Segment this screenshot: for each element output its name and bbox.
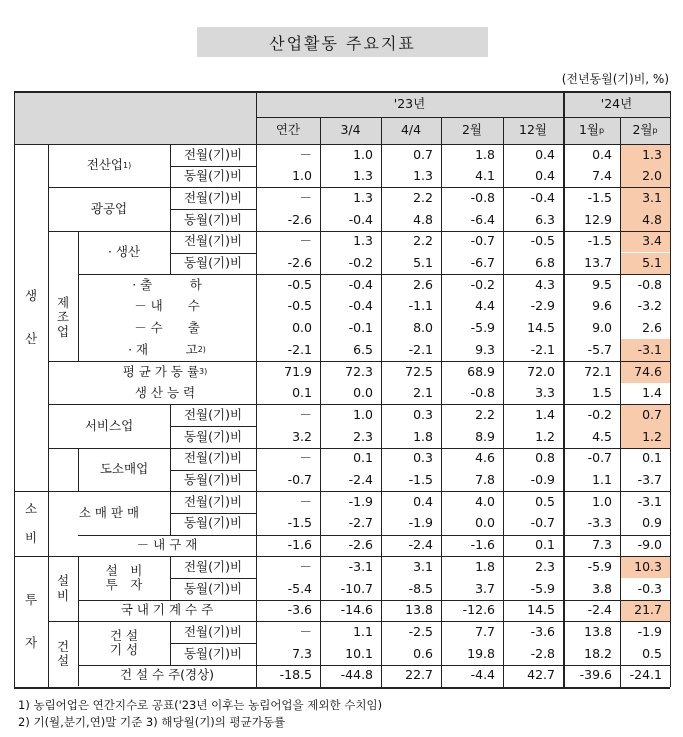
value-cell: 3.2 bbox=[292, 428, 312, 444]
value-cell: -0.2 bbox=[587, 406, 612, 422]
row-sub-label: 동월(기)비 bbox=[183, 472, 243, 488]
value-cell: 3.1 bbox=[642, 189, 662, 205]
value-cell: 2.6 bbox=[642, 320, 662, 336]
value-cell: 4.8 bbox=[642, 211, 662, 227]
value-cell: 9.6 bbox=[592, 298, 612, 314]
grid-line bbox=[170, 621, 171, 664]
value-cell: -2.4 bbox=[348, 472, 373, 488]
row-label: · 재 고 2) bbox=[128, 341, 206, 357]
value-cell: -0.7 bbox=[587, 450, 612, 466]
grid-line bbox=[78, 231, 79, 361]
value-cell: 1.3 bbox=[353, 233, 373, 249]
row-label: 건 설 수 주(경상) bbox=[119, 667, 215, 683]
value-cell: 7.3 bbox=[592, 537, 612, 553]
grid-line bbox=[14, 91, 670, 93]
value-cell: 10.1 bbox=[345, 645, 373, 661]
value-cell: -1.6 bbox=[287, 537, 312, 553]
grid-line bbox=[170, 166, 256, 167]
value-cell: -5.9 bbox=[470, 320, 495, 336]
value-cell: 4.5 bbox=[592, 428, 612, 444]
value-cell: 0.9 bbox=[642, 515, 662, 531]
value-cell: -1.5 bbox=[587, 189, 612, 205]
row-label: · 생산 bbox=[107, 244, 141, 260]
row-sub-label: 동월(기)비 bbox=[183, 255, 243, 271]
value-cell: 5.1 bbox=[413, 255, 433, 271]
header-col: 4/4 bbox=[400, 122, 422, 138]
value-cell: 14.5 bbox=[527, 320, 555, 336]
header-year-2024: '24년 bbox=[600, 95, 633, 111]
footnote-2: 2) 기(월,분기,연)말 기준 3) 해당월(기)의 평균가동률 bbox=[18, 715, 286, 729]
value-cell: 0.7 bbox=[642, 406, 662, 422]
value-cell: 1.8 bbox=[475, 558, 495, 574]
value-cell: 8.0 bbox=[413, 320, 433, 336]
row-label: 광공업 bbox=[90, 200, 128, 216]
value-cell: -2.4 bbox=[408, 537, 433, 553]
grid-line bbox=[48, 231, 670, 232]
value-cell: -2.9 bbox=[530, 298, 555, 314]
value-cell: 22.7 bbox=[405, 667, 433, 683]
value-cell: 4.4 bbox=[475, 298, 495, 314]
row-sub-label: 동월(기)비 bbox=[183, 428, 243, 444]
value-cell: 12.9 bbox=[584, 211, 612, 227]
value-cell: 13.8 bbox=[584, 623, 612, 639]
value-cell: 1.3 bbox=[353, 168, 373, 184]
grid-line bbox=[563, 91, 565, 687]
value-cell: -3.1 bbox=[637, 341, 662, 357]
value-cell: 7.3 bbox=[292, 645, 312, 661]
value-cell: 72.5 bbox=[405, 363, 433, 379]
value-cell: 0.4 bbox=[592, 146, 612, 162]
value-cell: -2.7 bbox=[348, 515, 373, 531]
value-cell: 1.1 bbox=[353, 623, 373, 639]
value-cell: － bbox=[299, 189, 312, 205]
value-cell: -0.8 bbox=[637, 276, 662, 292]
value-cell: -0.8 bbox=[470, 189, 495, 205]
value-cell: 0.1 bbox=[353, 450, 373, 466]
value-cell: 14.5 bbox=[527, 602, 555, 618]
value-cell: － bbox=[299, 558, 312, 574]
grid-line bbox=[48, 404, 670, 405]
value-cell: -1.9 bbox=[408, 515, 433, 531]
footnote-1: 1) 농림어업은 연간지수로 공표('23년 이후는 농림어업을 제외한 수치임) bbox=[18, 698, 383, 712]
value-cell: -14.6 bbox=[340, 602, 373, 618]
value-cell: 72.1 bbox=[584, 363, 612, 379]
grid-line bbox=[48, 361, 670, 362]
grid-line bbox=[78, 535, 670, 536]
value-cell: 1.8 bbox=[475, 146, 495, 162]
value-cell: 0.4 bbox=[535, 168, 555, 184]
row-sub-label: 전월(기)비 bbox=[183, 233, 243, 249]
value-cell: -0.4 bbox=[348, 276, 373, 292]
grid-line bbox=[503, 117, 504, 687]
header-col: 2월 p bbox=[632, 122, 658, 138]
value-cell: 13.8 bbox=[405, 602, 433, 618]
value-cell: 9.3 bbox=[475, 341, 495, 357]
value-cell: 0.0 bbox=[475, 515, 495, 531]
value-cell: 4.1 bbox=[475, 168, 495, 184]
value-cell: － bbox=[299, 233, 312, 249]
grid-line bbox=[170, 426, 256, 427]
row-label: 건 설 기 성 bbox=[109, 627, 139, 658]
value-cell: 1.0 bbox=[592, 493, 612, 509]
value-cell: 7.7 bbox=[475, 623, 495, 639]
value-cell: 0.0 bbox=[292, 320, 312, 336]
value-cell: -0.5 bbox=[287, 298, 312, 314]
row-label: 전산업 1) bbox=[86, 157, 132, 173]
grid-line bbox=[48, 144, 49, 687]
value-cell: -2.1 bbox=[530, 341, 555, 357]
value-cell: -2.5 bbox=[408, 623, 433, 639]
row-sub-label: 전월(기)비 bbox=[183, 406, 243, 422]
row-label: 도소매업 bbox=[99, 461, 149, 477]
value-cell: -3.2 bbox=[637, 298, 662, 314]
value-cell: 4.0 bbox=[475, 493, 495, 509]
footnotes bbox=[18, 697, 382, 731]
value-cell: 0.5 bbox=[535, 493, 555, 509]
value-cell: 0.4 bbox=[535, 146, 555, 162]
value-cell: -2.6 bbox=[348, 537, 373, 553]
value-cell: -0.4 bbox=[530, 189, 555, 205]
row-sub-label: 동월(기)비 bbox=[183, 168, 243, 184]
value-cell: 0.1 bbox=[535, 537, 555, 553]
value-cell: -44.8 bbox=[340, 667, 373, 683]
value-cell: -0.1 bbox=[348, 320, 373, 336]
value-cell: -39.6 bbox=[579, 667, 612, 683]
value-cell: 3.4 bbox=[642, 233, 662, 249]
value-cell: 9.5 bbox=[592, 276, 612, 292]
value-cell: 2.3 bbox=[353, 428, 373, 444]
grid-line bbox=[170, 643, 256, 644]
grid-line bbox=[256, 91, 257, 687]
grid-line bbox=[170, 209, 256, 210]
value-cell: 1.3 bbox=[413, 168, 433, 184]
value-cell: -0.2 bbox=[470, 276, 495, 292]
grid-line bbox=[170, 470, 256, 471]
value-cell: 1.0 bbox=[353, 406, 373, 422]
value-cell: -10.7 bbox=[340, 580, 373, 596]
value-cell: -1.6 bbox=[470, 537, 495, 553]
grid-line bbox=[78, 556, 79, 686]
value-cell: 0.5 bbox=[642, 645, 662, 661]
value-cell: 74.6 bbox=[634, 363, 662, 379]
value-cell: 4.6 bbox=[475, 450, 495, 466]
value-cell: 0.0 bbox=[353, 385, 373, 401]
value-cell: -0.7 bbox=[530, 515, 555, 531]
grid-line bbox=[14, 687, 670, 689]
value-cell: 1.4 bbox=[642, 385, 662, 401]
value-cell: -3.1 bbox=[348, 558, 373, 574]
value-cell: 6.8 bbox=[535, 255, 555, 271]
unit-label: (전년동월(기)비, %) bbox=[561, 72, 669, 86]
value-cell: 2.3 bbox=[535, 558, 555, 574]
value-cell: -0.7 bbox=[287, 472, 312, 488]
value-cell: -3.1 bbox=[637, 493, 662, 509]
grid-line bbox=[170, 556, 171, 599]
value-cell: -0.8 bbox=[470, 385, 495, 401]
row-sub-label: 동월(기)비 bbox=[183, 211, 243, 227]
value-cell: 18.2 bbox=[584, 645, 612, 661]
value-cell: 1.2 bbox=[535, 428, 555, 444]
grid-line bbox=[170, 144, 171, 274]
value-cell: 4.8 bbox=[413, 211, 433, 227]
value-cell: -2.8 bbox=[530, 645, 555, 661]
row-label: － 내 수 bbox=[134, 298, 200, 314]
value-cell: 0.8 bbox=[535, 450, 555, 466]
grid-line bbox=[170, 404, 171, 534]
row-sub-label: 전월(기)비 bbox=[183, 450, 243, 466]
grid-line bbox=[78, 448, 79, 491]
grid-line bbox=[14, 556, 670, 557]
value-cell: － bbox=[299, 493, 312, 509]
value-cell: 2.2 bbox=[413, 189, 433, 205]
row-label: 소 매 판 매 bbox=[78, 504, 140, 520]
value-cell: 3.1 bbox=[413, 558, 433, 574]
grid-line bbox=[620, 117, 621, 687]
grid-line bbox=[14, 144, 670, 145]
value-cell: -2.1 bbox=[408, 341, 433, 357]
value-cell: -5.9 bbox=[530, 580, 555, 596]
header-col: 12월 bbox=[519, 122, 547, 138]
grid-line bbox=[14, 91, 15, 687]
value-cell: 1.0 bbox=[353, 146, 373, 162]
row-sub-label: 동월(기)비 bbox=[183, 580, 243, 596]
grid-line bbox=[441, 117, 442, 687]
value-cell: -2.1 bbox=[287, 341, 312, 357]
value-cell: － bbox=[299, 406, 312, 422]
value-cell: -0.5 bbox=[287, 276, 312, 292]
value-cell: 1.3 bbox=[642, 146, 662, 162]
value-cell: 71.9 bbox=[284, 363, 312, 379]
row-label: 설 비 투 자 bbox=[105, 562, 143, 592]
header-col: 3/4 bbox=[340, 122, 361, 138]
value-cell: 7.4 bbox=[592, 168, 612, 184]
row-label: 평 균 가 동 률 3) bbox=[122, 363, 208, 379]
value-cell: 1.0 bbox=[292, 168, 312, 184]
value-cell: 1.1 bbox=[592, 472, 612, 488]
value-cell: -1.5 bbox=[587, 233, 612, 249]
row-sub-label: 동월(기)비 bbox=[183, 645, 243, 661]
value-cell: 3.8 bbox=[592, 580, 612, 596]
value-cell: 0.1 bbox=[292, 385, 312, 401]
grid-line bbox=[48, 621, 670, 622]
value-cell: -3.3 bbox=[587, 515, 612, 531]
value-cell: -0.3 bbox=[637, 580, 662, 596]
value-cell: 0.7 bbox=[413, 146, 433, 162]
grid-line bbox=[48, 187, 670, 188]
value-cell: 2.2 bbox=[413, 233, 433, 249]
value-cell: 10.3 bbox=[634, 558, 662, 574]
value-cell: -8.5 bbox=[408, 580, 433, 596]
row-label: － 수 출 bbox=[134, 320, 200, 336]
grid-line bbox=[670, 91, 671, 687]
value-cell: -6.4 bbox=[470, 211, 495, 227]
header-col: 연간 bbox=[275, 122, 301, 138]
value-cell: 72.3 bbox=[345, 363, 373, 379]
group-facility: 설 비 bbox=[56, 573, 70, 603]
value-cell: -1.5 bbox=[287, 515, 312, 531]
value-cell: 2.1 bbox=[413, 385, 433, 401]
grid-line bbox=[170, 513, 256, 514]
value-cell: -2.4 bbox=[587, 602, 612, 618]
value-cell: -0.2 bbox=[348, 255, 373, 271]
value-cell: -2.6 bbox=[287, 211, 312, 227]
value-cell: 6.3 bbox=[535, 211, 555, 227]
value-cell: -0.9 bbox=[530, 472, 555, 488]
grid-line bbox=[170, 253, 256, 254]
row-sub-label: 전월(기)비 bbox=[183, 623, 243, 639]
value-cell: -1.1 bbox=[408, 298, 433, 314]
value-cell: -4.4 bbox=[470, 667, 495, 683]
value-cell: -0.4 bbox=[348, 211, 373, 227]
value-cell: -3.7 bbox=[637, 472, 662, 488]
value-cell: 2.0 bbox=[642, 168, 662, 184]
group-manufacturing: 제 조 업 bbox=[56, 295, 70, 339]
grid-line bbox=[381, 117, 382, 687]
value-cell: -18.5 bbox=[279, 667, 312, 683]
value-cell: 2.2 bbox=[475, 406, 495, 422]
value-cell: 5.1 bbox=[642, 255, 662, 271]
value-cell: -0.5 bbox=[530, 233, 555, 249]
value-cell: -5.4 bbox=[287, 580, 312, 596]
value-cell: -9.0 bbox=[637, 537, 662, 553]
grid-line bbox=[170, 578, 256, 579]
value-cell: 68.9 bbox=[467, 363, 495, 379]
value-cell: -0.7 bbox=[470, 233, 495, 249]
row-sub-label: 전월(기)비 bbox=[183, 558, 243, 574]
header-year-2023: '23년 bbox=[393, 95, 426, 111]
grid-line bbox=[78, 448, 670, 449]
value-cell: 72.0 bbox=[527, 363, 555, 379]
row-label: 서비스업 bbox=[84, 417, 134, 433]
value-cell: -3.6 bbox=[287, 602, 312, 618]
value-cell: -3.6 bbox=[530, 623, 555, 639]
value-cell: -5.9 bbox=[587, 558, 612, 574]
row-label: 생 산 능 력 bbox=[134, 385, 196, 401]
group-production: 생 산 bbox=[24, 287, 38, 346]
value-cell: － bbox=[299, 450, 312, 466]
row-label: 국 내 기 계 수 주 bbox=[120, 602, 214, 618]
value-cell: -24.1 bbox=[629, 667, 662, 683]
value-cell: -0.4 bbox=[348, 298, 373, 314]
value-cell: 1.2 bbox=[642, 428, 662, 444]
row-label: · 출 하 bbox=[132, 276, 202, 292]
value-cell: 0.3 bbox=[413, 450, 433, 466]
grid-line bbox=[78, 600, 670, 601]
value-cell: 1.8 bbox=[413, 428, 433, 444]
grid-line bbox=[320, 117, 321, 687]
value-cell: 8.9 bbox=[475, 428, 495, 444]
grid-line bbox=[14, 491, 670, 492]
value-cell: 19.8 bbox=[467, 645, 495, 661]
value-cell: -2.6 bbox=[287, 255, 312, 271]
row-sub-label: 전월(기)비 bbox=[183, 493, 243, 509]
value-cell: 0.6 bbox=[413, 645, 433, 661]
value-cell: -5.7 bbox=[587, 341, 612, 357]
value-cell: 0.4 bbox=[413, 493, 433, 509]
value-cell: 1.5 bbox=[592, 385, 612, 401]
value-cell: 1.4 bbox=[535, 406, 555, 422]
group-investment: 투 자 bbox=[24, 591, 38, 650]
grid-line bbox=[256, 117, 670, 118]
value-cell: -6.7 bbox=[470, 255, 495, 271]
value-cell: -1.5 bbox=[408, 472, 433, 488]
grid-line bbox=[78, 665, 670, 666]
value-cell: 3.7 bbox=[475, 580, 495, 596]
header-col: 2월 bbox=[461, 122, 483, 138]
value-cell: -1.9 bbox=[637, 623, 662, 639]
row-sub-label: 전월(기)비 bbox=[183, 146, 243, 162]
value-cell: 0.1 bbox=[642, 450, 662, 466]
value-cell: 6.5 bbox=[353, 341, 373, 357]
row-label: － 내 구 재 bbox=[136, 537, 198, 553]
group-consumption: 소 비 bbox=[24, 501, 38, 545]
value-cell: 7.8 bbox=[475, 472, 495, 488]
value-cell: 13.7 bbox=[584, 255, 612, 271]
header-col: 1월 p bbox=[578, 122, 605, 138]
value-cell: 3.3 bbox=[535, 385, 555, 401]
grid-line bbox=[78, 274, 670, 275]
indicator-table bbox=[14, 91, 670, 691]
value-cell: 0.3 bbox=[413, 406, 433, 422]
value-cell: 1.3 bbox=[353, 189, 373, 205]
value-cell: -12.6 bbox=[462, 602, 495, 618]
page-title: 산업활동 주요지표 bbox=[197, 27, 488, 57]
value-cell: － bbox=[299, 146, 312, 162]
value-cell: 42.7 bbox=[527, 667, 555, 683]
group-construction: 건 설 bbox=[56, 638, 70, 668]
value-cell: 21.7 bbox=[634, 602, 662, 618]
value-cell: 4.3 bbox=[535, 276, 555, 292]
value-cell: -1.9 bbox=[348, 493, 373, 509]
value-cell: 9.0 bbox=[592, 320, 612, 336]
row-sub-label: 동월(기)비 bbox=[183, 515, 243, 531]
row-sub-label: 전월(기)비 bbox=[183, 189, 243, 205]
value-cell: － bbox=[299, 623, 312, 639]
value-cell: 2.6 bbox=[413, 276, 433, 292]
